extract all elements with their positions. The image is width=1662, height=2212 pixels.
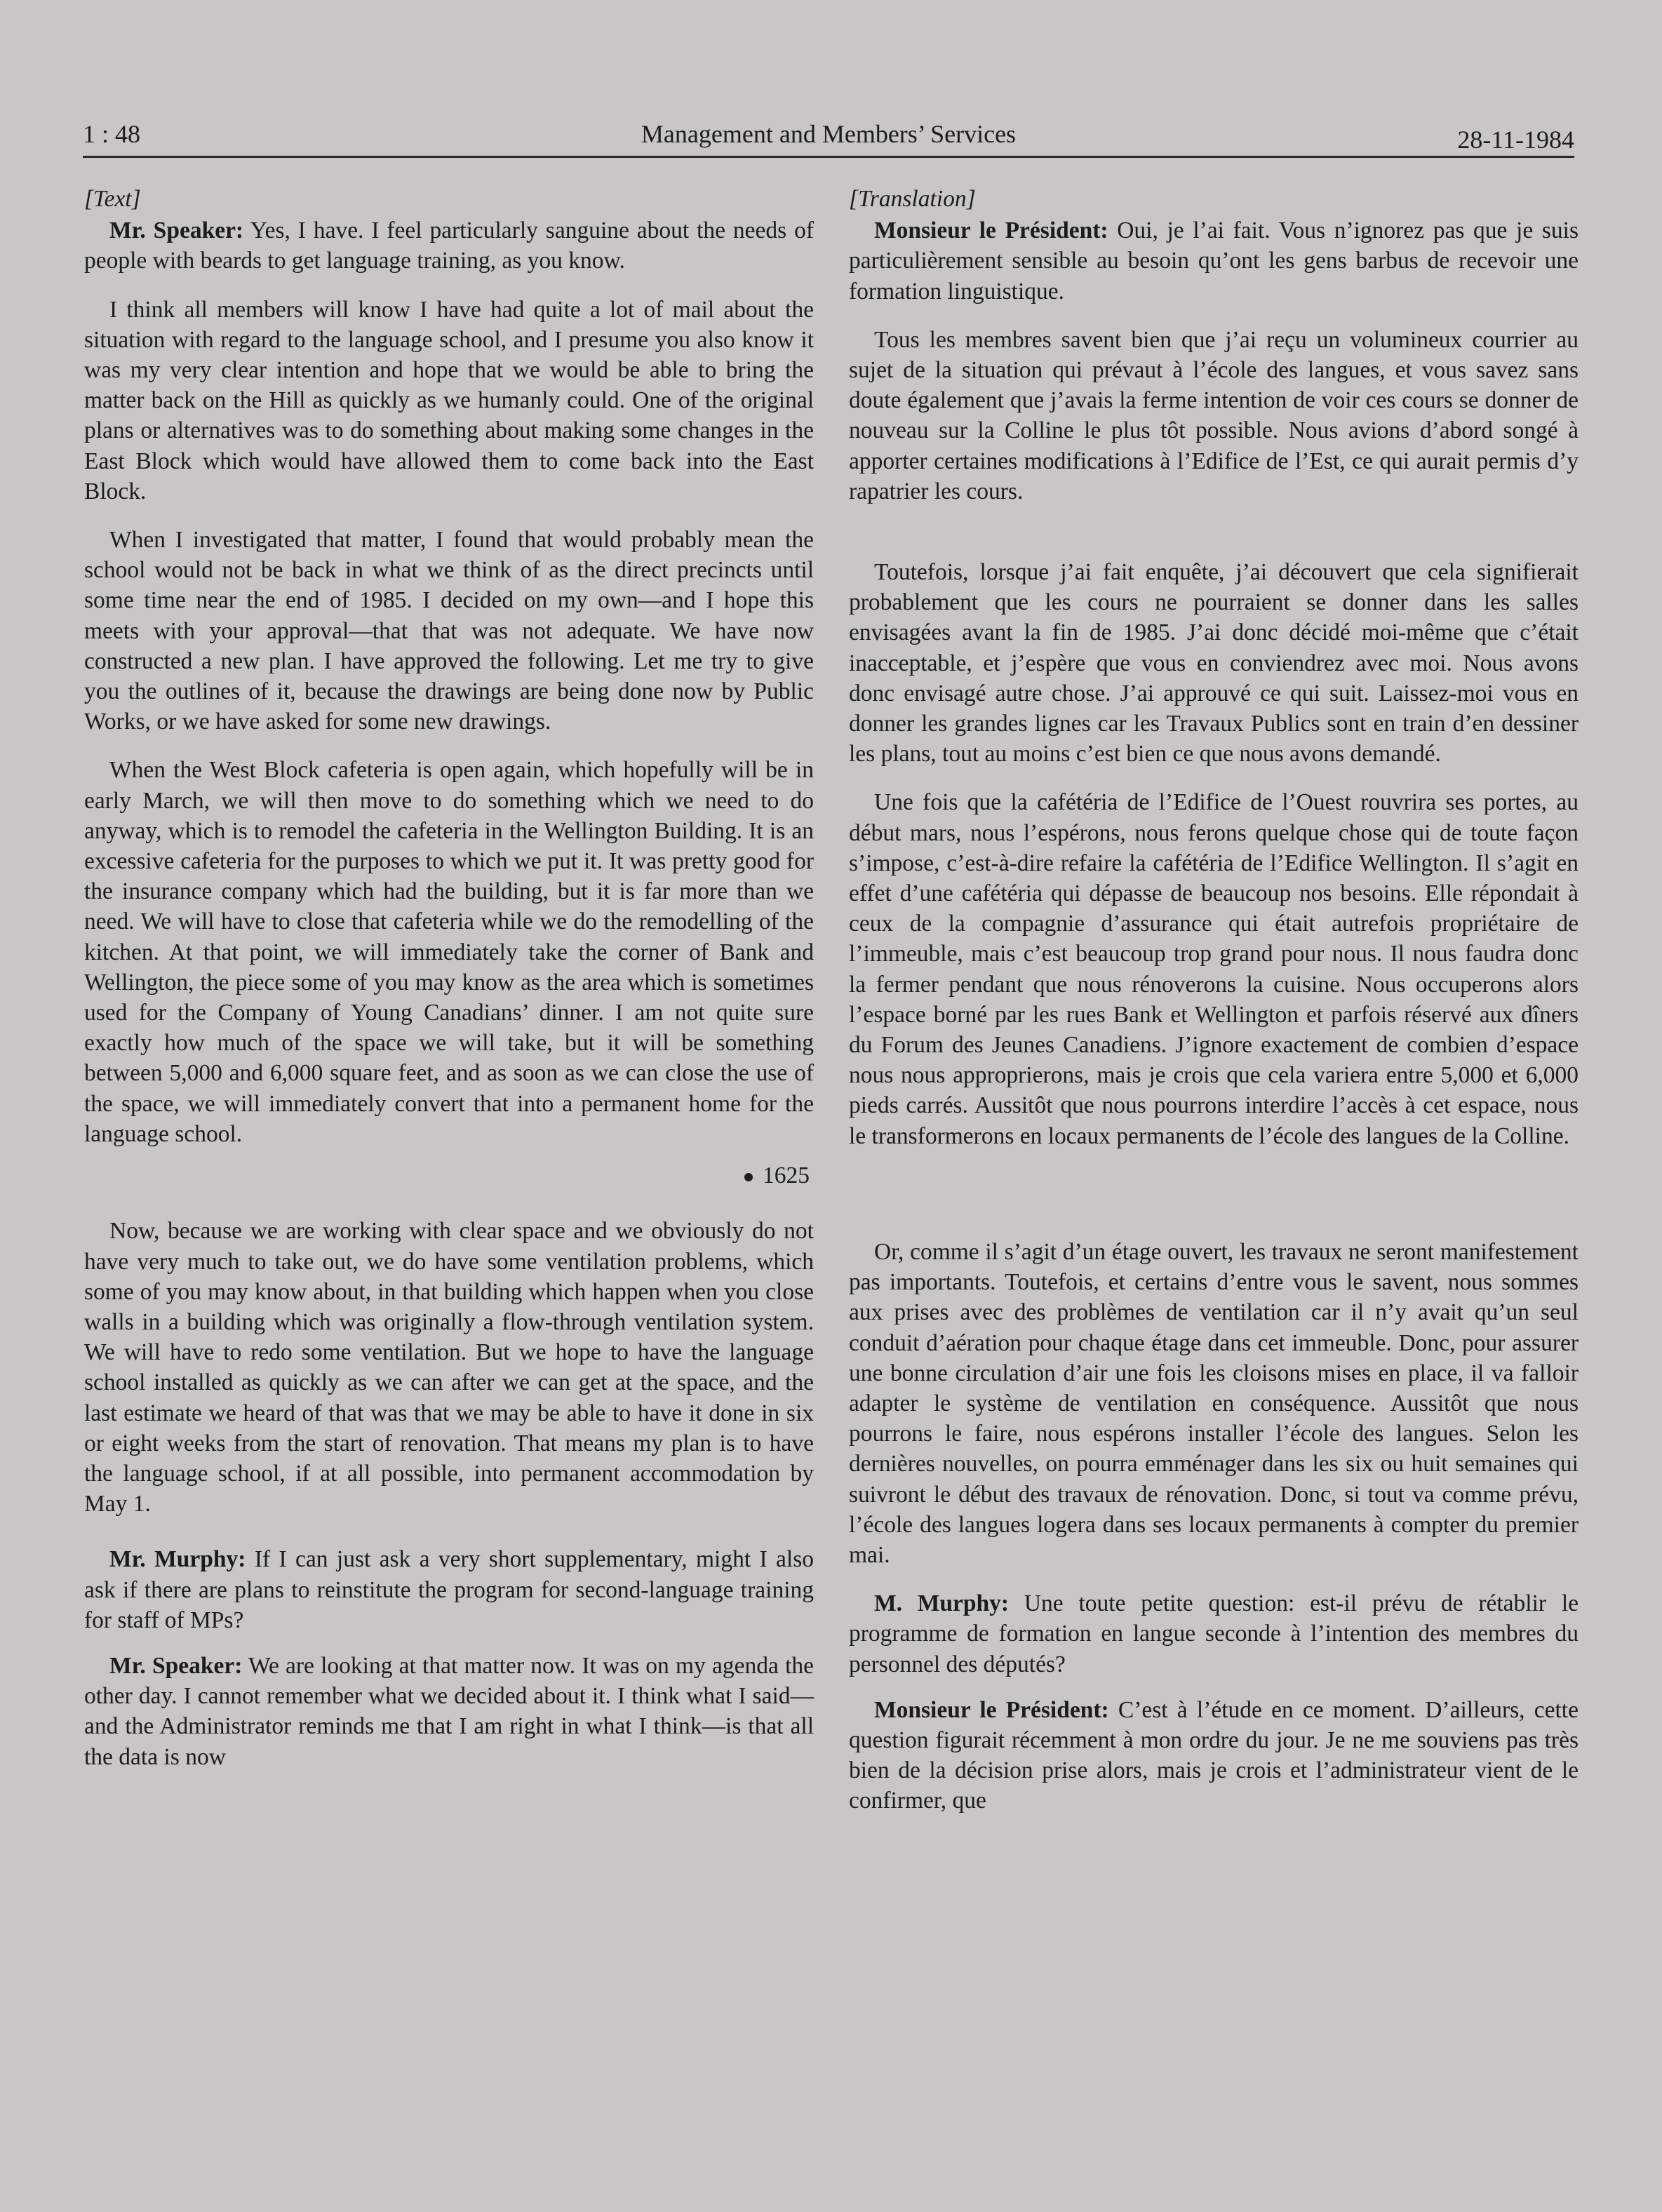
paragraph-speaker-response [84, 215, 814, 276]
paragraph: Or, comme il s’agit d’un étage ouvert, les travaux ne seront manifestement pas importants. Toutefois, et certains d’entre vous le savent, nous sommes aux prises avec des problèmes de ventilation car il n’y avait qu’un seul conduit d’aération pour chaque étage dans cet immeuble. Donc, pour assurer une bonne circulation d’air une fois les cloisons mises en place, il va falloir adapter le système de ventilation en conséquence. Aussitôt que nous pourrons le faire, nous espérons installer l’école des langues. Selon les dernières nouvelles, on pourra emménager dans les six ou huit semaines qui suivront le début des travaux de rénovation. Donc, si tout va comme prévu, l’école des langues logera dans ses locaux permanents à compter du premier mai. [849, 1238, 1579, 1568]
paragraph-supplementary-question [84, 1544, 814, 1635]
header-title: Management and Members’ Services [641, 120, 1017, 148]
paragraph: Tous les membres savent bien que j’ai reçu un volumineux courrier au sujet de la situation qui prévaut à l’école des langues, et vous savez sans doute également que j’avais la ferme intention de voir ces cours se donner de nouveau sur la Colline le plus tôt possible. Nous avions d’abord songé à apporter certaines modifications à l’Edifice de l’Est, ce qui aurait permis d’y rapatrier les cours. [849, 326, 1579, 504]
paragraph-text: Oui, je l’ai fait. Vous n’ignorez pas que je suis particulièrement sensible au besoin qu’ont les gens barbus de recevoir une formation linguistique. [849, 217, 1579, 304]
paragraph: When the West Block cafeteria is open again, which hopefully will be in early March, we will then move to do something which we need to do anyway, which is to remodel the cafeteria in the Wellington Building. It is an excessive cafeteria for the purposes to which we put it. It was pretty good for the insurance company which had the building, but it is far more than we need. We will have to close that cafeteria while we do the remodelling of the kitchen. At that point, we will immediately take the corner of Bank and Wellington, the piece some of you may know as the area which is sometimes used for the Company of Young Canadians’ dinner. I am not quite sure exactly how much of the space we will take, but it will be something between 5,000 and 6,000 square feet, and as soon as we can close the use of the space, we will immediately convert that into a permanent home for the language school. [84, 757, 814, 1147]
page-number: 1 : 48 [83, 120, 141, 148]
section-label-text: [Text] [84, 186, 141, 212]
paragraph-speaker-response [849, 215, 1579, 307]
paragraph: When I investigated that matter, I found that would probably mean the school would not be back in what we think of as the direct precincts until some time near the end of 1985. I decided on my own—and I hope this meets with your approval—that that was not adequate. We have now constructed a new plan. I have approved the following. Let me try to give you the outlines of it, because the drawings are being done now by Public Works, or we have asked for some new drawings. [84, 527, 814, 735]
speaker-name: Mr. Speaker: [109, 1652, 243, 1679]
paragraph: Now, because we are working with clear space and we obviously do not have very much to take out, we do have some ventilation problems, which some of you may know about, in that building which happen when you close walls in a building which was originally a flow-through ventilation system. We will have to redo some ventilation. But we hope to have the language school installed as quickly as we can after we can get at the space, and the last estimate we heard of that was that we may be able to have it done in six or eight weeks from the start of renovation. That means my plan is to have the language school, if at all possible, into permanent accommodation by May 1. [84, 1218, 814, 1517]
paragraph-text: If I can just ask a very short supplementary, might I also ask if there are plans to reinstitute the program for second-language training for staff of MPs? [84, 1546, 814, 1633]
speaker-name: Monsieur le Président: [874, 217, 1108, 244]
paragraph-text: Yes, I have. I feel particularly sanguine about the needs of people with beards to get language training, as you know. [84, 217, 814, 274]
section-label-translation-word: Translation [858, 186, 967, 212]
section-label-text-word: Text [93, 186, 132, 212]
speaker-name: Mr. Speaker: [109, 217, 244, 244]
speaker-name: M. Murphy: [874, 1590, 1010, 1617]
paragraph-speaker-response [849, 1695, 1579, 1816]
time-marker [84, 1160, 814, 1191]
paragraph-text: We are looking at that matter now. It was on my agenda the other day. I cannot remember what we decided about it. I think what I said—and the Administrator reminds me that I am right in what I think—is that all the data is now [84, 1652, 814, 1770]
time-marker-value: 1625 [763, 1162, 810, 1189]
speaker-name: Mr. Murphy: [109, 1546, 246, 1573]
paragraph-supplementary-question [849, 1588, 1579, 1680]
header-date: 28-11-1984 [1457, 126, 1574, 154]
page-header [83, 114, 1574, 158]
paragraph-speaker-response [84, 1651, 814, 1772]
paragraph: Une fois que la cafétéria de l’Edifice de l’Ouest rouvrira ses portes, au début mars, nous l’espérons, nous ferons quelque chose qui de toute façon s’impose, c’est-à-dire refaire la cafétéria de l’Edifice Wellington. Il s’agit en effet d’une cafétéria qui dépasse de beaucoup nos besoins. Elle répondait à ceux de la compagnie d’assurance qui était autrefois propriétaire de l’immeuble, mais c’est beaucoup trop grand pour nous. Il nous faudra donc la fermer pendant que nous rénoverons la cuisine. Nous occuperons alors l’espace borné par les rues Bank et Wellington et parfois réservé aux dîners du Forum des Jeunes Canadiens. J’ignore exactement de combien d’espace nous nous approprierons, mais je crois que cela variera entre 5,000 et 6,000 pieds carrés. Aussitôt que nous pourrons interdire l’accès à cet espace, nous le transformerons en locaux permanents de l’école des langues de la Colline. [849, 789, 1579, 1149]
english-column [84, 184, 814, 1788]
paragraph-text: Une toute petite question: est-il prévu de rétablir le programme de formation en langue seconde à l’intention des membres du personnel des députés? [849, 1590, 1579, 1677]
section-label-translation: [Translation] [849, 186, 976, 212]
paragraph: I think all members will know I have had quite a lot of mail about the situation with regard to the language school, and I presume you also know it was my very clear intention and hope that we would be able to bring the matter back on the Hill as quickly as we humanly could. One of the original plans or alternatives was to do something about making some changes in the East Block which would have allowed them to come back into the East Block. [84, 296, 814, 504]
french-column [849, 184, 1579, 1832]
paragraph-text: C’est à l’étude en ce moment. D’ailleurs, cette question figurait récemment à mon ordre du jour. Je ne me souviens pas très bien de la décision prise alors, mais je crois et l’administrateur vient de le confirmer, que [849, 1696, 1579, 1814]
bullet-icon [744, 1173, 753, 1181]
speaker-name: Monsieur le Président: [874, 1696, 1109, 1723]
paragraph: Toutefois, lorsque j’ai fait enquête, j’ai découvert que cela signifierait probablement que les cours ne pourraient se donner dans les salles envisagées avant la fin de 1985. J’ai donc décidé moi-même que c’était inacceptable, et j’espère que vous en conviendrez avec moi. Nous avons donc envisagé autre chose. J’ai approuvé ce qui suit. Laissez-moi vous en donner les grandes lignes car les Travaux Publics sont en train d’en dessiner les plans, tout au moins c’est bien ce que nous avons demandé. [849, 559, 1579, 768]
